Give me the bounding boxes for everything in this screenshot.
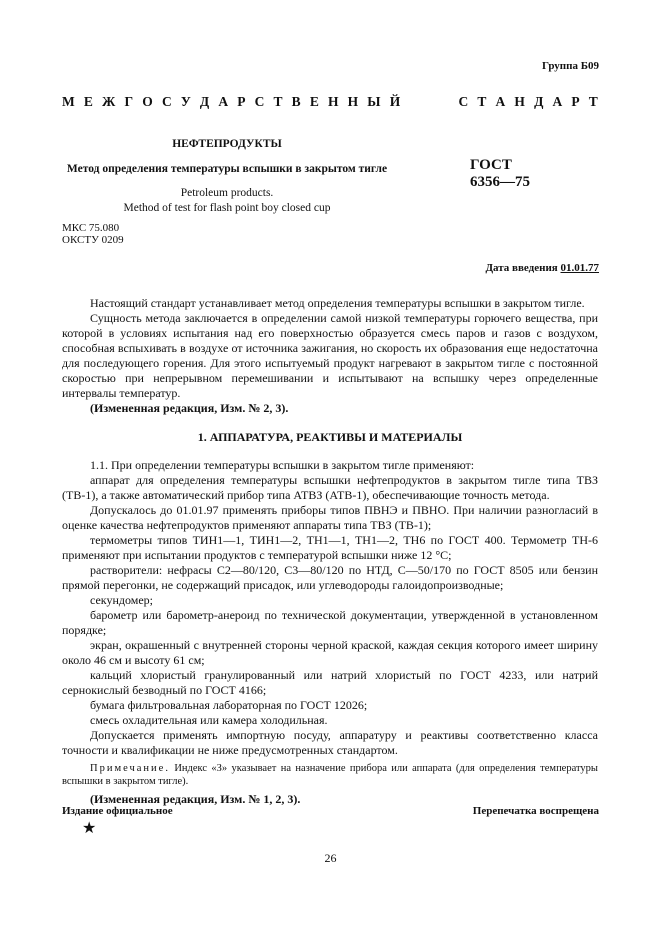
gost-code: 6356—75 [470,174,530,190]
document-body [62,296,598,807]
item-list [62,458,598,758]
banner-letter: Г [124,94,134,109]
list-item: растворители: нефрасы С2—80/120, С3—80/120 по НТД, С—50/170 по ГОСТ 8505 или бензин прямой перегонки, не содержащий присадок, или углеводороды галоидопроизводные; [62,563,598,592]
note-text: Индекс «З» указывает на назначение прибора или аппарата (для определения температуры вспышки в закрытом тигле). [62,763,598,787]
list-item: термометры типов ТИН1—1, ТИН1—2, ТН1—1, ТН1—2, ТН6 по ГОСТ 400. Термометр ТН-6 применяют при испытании продуктов с температурой вспышки ниже 12 °С; [62,533,598,562]
list-item: смесь охладительная или камера холодильная. [90,713,328,727]
banner-letter: Н [514,94,525,109]
banner-letter: В [291,94,301,109]
banner-letter: Т [477,94,487,109]
date-label: Дата введения [485,262,558,274]
title-russian: Метод определения температуры вспышки в закрытом тигле [66,163,388,175]
banner-letter: С [458,94,469,109]
banner-letter: Р [571,94,580,109]
banner-letter: С [254,94,265,109]
standard-banner [62,94,598,110]
list-item: бумага фильтровальная лабораторная по ГОСТ 12026; [90,698,368,712]
list-item: секундомер; [90,593,154,607]
title-english-line: Method of test for flash point boy closed cup [123,202,331,214]
banner-letter: Н [347,94,359,109]
list-item: барометр или барометр-анероид по технической документации, утвержденной в установленном порядке; [62,608,598,637]
okstu-code: ОКСТУ 0209 [62,234,124,246]
banner-letter: Ж [102,94,116,109]
official-edition: Издание официальное [62,805,173,817]
banner-letter: С [161,94,172,109]
star-icon: ★ [82,820,97,837]
banner-letter: Т [273,94,283,109]
banner-gap [409,94,449,110]
banner-letter: Н [327,94,339,109]
note-label: Примечание. [90,763,170,774]
banner-letter: М [62,94,75,109]
banner-letter: А [218,94,229,109]
title-english-line: Petroleum products. [180,187,274,199]
group-code: Группа Б09 [542,60,599,72]
amendment-note: (Измененная редакция, Изм. № 2, 3). [90,401,289,415]
banner-letter: А [495,94,506,109]
note [62,762,598,788]
product-heading: НЕФТЕПРОДУКТЫ [172,138,282,150]
list-item: экран, окрашенный с внутренней стороны черной краской, каждая секция которого имеет ширину около 46 см и высоту 61 см; [62,638,598,667]
gost-label: ГОСТ [470,157,512,173]
banner-letter: Е [83,94,93,109]
banner-letter: Д [199,94,210,109]
gost-number [470,157,530,191]
mks-code: МКС 75.080 [62,222,120,234]
list-item: Допускалось до 01.01.97 применять приборы типов ПВНЭ и ПВНО. При наличии разногласий в оценке качества нефтепродуктов применяют аппараты типа ТВЗ (ТВ-1); [62,503,598,532]
list-item: Допускается применять импортную посуду, аппаратуру и реактивы соответственно класса точности и квалификации не ниже предусмотренных стандартом. [62,728,598,757]
banner-letter: Т [588,94,598,109]
list-item: аппарат для определения температуры вспышки нефтепродуктов в закрытом тигле типа ТВЗ (ТВ-1), а также автоматический прибор типа АТВЗ (АТВ-1), обеспечивающие точность метода. [62,473,598,502]
reprint-prohibited: Перепечатка воспрещена [472,805,599,817]
banner-letter: Й [389,94,401,109]
paragraph: Настоящий стандарт устанавливает метод определения температуры вспышки в закрытом тигле. [90,296,585,310]
amendment-note: (Измененная редакция, Изм. № 1, 2, 3). [90,792,301,806]
banner-letter: А [552,94,563,109]
list-item: 1.1. При определении температуры вспышки в закрытом тигле применяют: [90,458,475,472]
section-heading: 1. АППАРАТУРА, РЕАКТИВЫ И МАТЕРИАЛЫ [197,430,463,444]
date-value: 01.01.77 [560,262,599,274]
page-number: 26 [324,851,337,865]
banner-letter: У [180,94,191,109]
classification-codes [62,222,124,246]
banner-letter: Ы [367,94,381,109]
introduction-date [485,262,599,274]
banner-letter: Р [237,94,246,109]
banner-letter: О [142,94,153,109]
title-english [62,186,392,216]
list-item: кальций хлористый гранулированный или натрий хлористый по ГОСТ 4233, или натрий сернокислый безводный по ГОСТ 4166; [62,668,598,697]
banner-letter: Е [309,94,319,109]
paragraph: Сущность метода заключается в определении самой низкой температуры горючего вещества, при которой в условиях испытания над его поверхностью образуется смесь паров и газов с воздухом, способная вспыхивать в воздухе от источника зажигания, но скорость их образования еще недостаточна для последующего горения. Для этого испытуемый продукт нагревают в закрытом тигле с постоянной скоростью при непрерывном перемешивании и испытывают на вспышку через определенные интервалы температур. [62,311,598,400]
banner-letter: Д [534,94,544,109]
